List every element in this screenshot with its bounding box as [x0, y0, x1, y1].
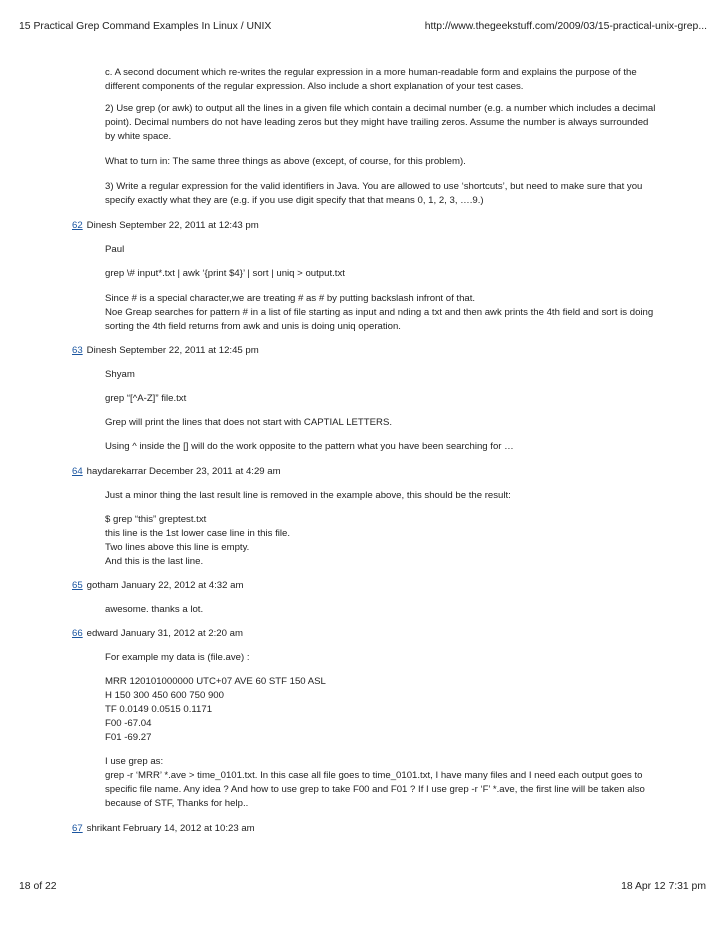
comment-66-meta: 66 edward January 31, 2012 at 2:20 am [72, 628, 243, 639]
page-url: http://www.thegeekstuff.com/2009/03/15-practical-unix-grep... [424, 21, 707, 32]
comment-66-question: I use grep as: grep -r ‘MRR’ *.ave > time_0101.txt. In this case all file goes to time_0101.txt, I have many files and I need each output goes to specific file name. Any idea ? And how to use grep to take F00 and F01 ? If I use grep -r ‘F’ *.ave, the first line will be taken also because of STF, Thanks for help.. [105, 756, 645, 809]
comment-63-text: Grep will print the lines that does not start with CAPTIAL LETTERS. [105, 417, 393, 428]
comment-65-meta: 65 gotham January 22, 2012 at 4:32 am [72, 580, 244, 591]
comment-62-explanation: Since # is a special character,we are treating # as # by putting backslash infront of that. Noe Greap searches for pattern # in a list of file starting as input and nding a txt and then awk prints the 4th field and sort is doing sorting the 4th field returns from awk and unis is doing uniq operation. [105, 293, 654, 332]
page-header [0, 20, 728, 36]
intro-c-paragraph: c. A second document which re-writes the regular expression in a more human-readable form and explains the purpose of the different components of the regular expression. Also include a short explanation of your test cases. [105, 67, 637, 92]
page-number: 18 of 22 [19, 881, 57, 892]
comment-63-text-2: Using ^ inside the [] will do the work opposite to the pattern what you have been searching for … [105, 441, 514, 452]
comment-66-data: MRR 120101000000 UTC+07 AVE 60 STF 150 ASL H 150 300 450 600 750 900 TF 0.0149 0.0515 0.1171 F00 -67.04 F01 -69.27 [105, 676, 326, 743]
comment-64-body: Just a minor thing the last result line is removed in the example above, this should be the result: [105, 490, 511, 501]
print-date: 18 Apr 12 7:31 pm [621, 881, 706, 892]
comment-67-meta: 67 shrikant February 14, 2012 at 10:23 am [72, 823, 255, 834]
comment-number-link[interactable]: 66 [72, 628, 83, 639]
comment-number-link[interactable]: 64 [72, 466, 83, 477]
comment-65-body: awesome. thanks a lot. [105, 604, 204, 615]
intro-problem-2: 2) Use grep (or awk) to output all the lines in a given file which contain a decimal number (e.g. a number which includes a decimal point). Decimal numbers do not have leading zeros but they might have trailing zeros. Assume the number is always surrounded by white space. [105, 103, 656, 142]
comment-66-body: For example my data is (file.ave) : [105, 652, 250, 663]
comment-63-code: grep “[^A-Z]” file.txt [105, 393, 187, 404]
comment-number-link[interactable]: 67 [72, 823, 83, 834]
comment-62-code: grep \# input*.txt | awk ‘{print $4}’ | sort | uniq > output.txt [105, 268, 345, 279]
comment-62-body: Paul [105, 244, 125, 255]
comment-64-meta: 64 haydarekarrar December 23, 2011 at 4:29 am [72, 466, 281, 477]
comment-number-link[interactable]: 63 [72, 345, 83, 356]
page-footer [0, 880, 728, 896]
comment-62-meta: 62 Dinesh September 22, 2011 at 12:43 pm [72, 220, 259, 231]
comment-number-link[interactable]: 62 [72, 220, 83, 231]
intro-turn-in: What to turn in: The same three things as above (except, of course, for this problem). [105, 156, 466, 167]
intro-problem-3: 3) Write a regular expression for the valid identifiers in Java. You are allowed to use ‘shortcuts’, but need to make sure that you specify exactly what they are (e.g. if you use digit specify that that means 0, 1, 2, 3, ….9.) [105, 181, 643, 206]
page-title: 15 Practical Grep Command Examples In Linux / UNIX [19, 21, 272, 32]
comment-64-code: $ grep “this” greptest.txt this line is the 1st lower case line in this file. Two lines above this line is empty. And this is the last line. [105, 514, 291, 567]
comment-63-meta: 63 Dinesh September 22, 2011 at 12:45 pm [72, 345, 259, 356]
comment-number-link[interactable]: 65 [72, 580, 83, 591]
comment-63-body: Shyam [105, 369, 135, 380]
